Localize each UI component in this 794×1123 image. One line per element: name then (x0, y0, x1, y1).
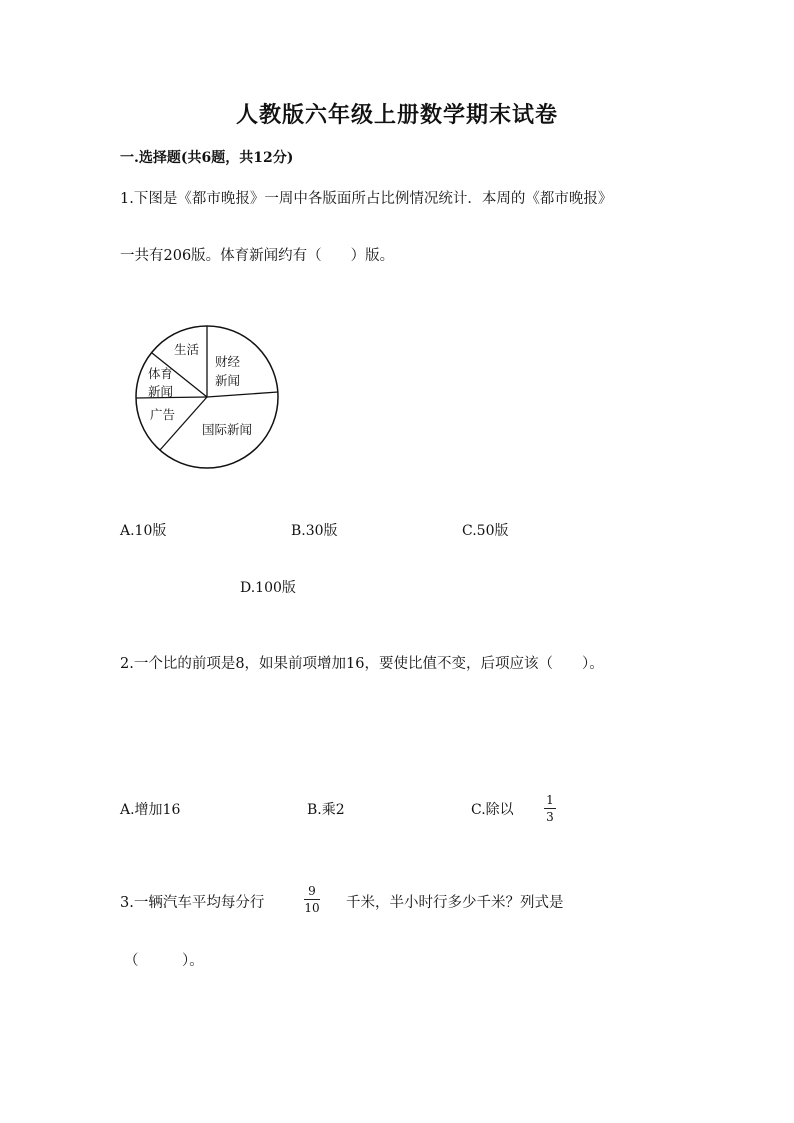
question-3-line-2: （ ）。 (124, 953, 204, 969)
q1-option-b: B.30版 (291, 523, 338, 539)
q2-option-c: C.除以 (471, 802, 514, 818)
pie-label-finance-1: 财经 (215, 354, 241, 369)
fraction-denominator: 10 (304, 901, 320, 915)
pie-label-intl: 国际新闻 (202, 422, 253, 437)
q3-fraction (304, 884, 320, 915)
q2-option-c-fraction (544, 793, 556, 824)
pie-label-life: 生活 (174, 342, 200, 357)
q2-option-a: A.增加16 (120, 802, 181, 818)
pie-chart (130, 320, 310, 472)
pie-label-ads: 广告 (150, 407, 176, 422)
q1-option-d: D.100版 (240, 580, 296, 596)
question-2-text: 2.一个比的前项是8，如果前项增加16，要使比值不变，后项应该（ ）。 (120, 656, 604, 672)
fraction-bar (304, 899, 320, 900)
pie-label-sports-2: 新闻 (148, 384, 174, 399)
question-1-line-1: 1.下图是《都市晚报》一周中各版面所占比例情况统计．本周的《都市晚报》 (120, 191, 613, 207)
fraction-numerator: 9 (308, 884, 316, 898)
fraction-denominator: 3 (546, 810, 554, 824)
pie-label-finance-2: 新闻 (215, 373, 241, 388)
page-title: 人教版六年级上册数学期末试卷 (235, 102, 558, 128)
section-heading: 一.选择题(共6题，共12分) (120, 150, 294, 166)
q1-option-c: C.50版 (462, 523, 509, 539)
question-3-text-before: 3.一辆汽车平均每分行 (120, 895, 265, 911)
q1-option-a: A.10版 (120, 523, 167, 539)
question-1-line-2: 一共有206版。体育新闻约有（ ）版。 (120, 248, 395, 264)
fraction-bar (544, 808, 556, 809)
pie-label-sports-1: 体育 (148, 366, 174, 381)
question-3-text-after: 千米，半小时行多少千米？列式是 (346, 895, 564, 911)
fraction-numerator: 1 (546, 793, 554, 807)
q2-option-b: B.乘2 (307, 802, 345, 818)
